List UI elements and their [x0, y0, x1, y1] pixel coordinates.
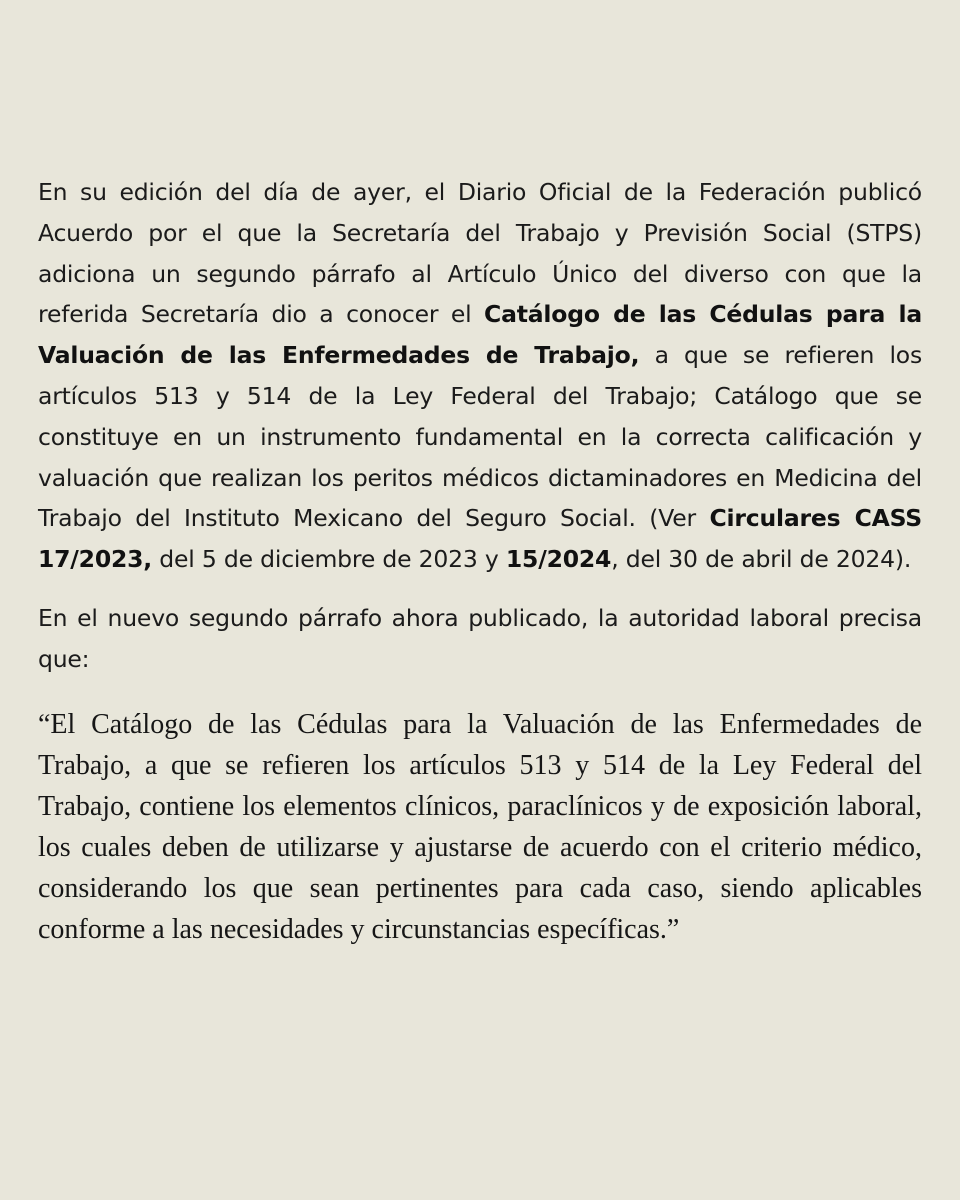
intro-text-2: a que se refieren los artículos 513 y 514 de la Ley Federal del Trabajo; Catálogo que se constituye en un instrumento fundamental en la correcta calificación y valuación que realizan los peritos médicos dictaminadores en Medicina del Trabajo del Instituto Mexicano del Seguro Social. (Ver	[38, 341, 922, 533]
intro-paragraph	[38, 172, 922, 580]
circular-number-bold: 15/2024	[505, 545, 612, 574]
intro-text-1: En su edición del día de ayer, el Diario Oficial de la Federación publicó Acuerdo por el que la Secretaría del Trabajo y Previsión Social (STPS) adiciona un segundo párrafo al Artículo Único del diverso con que la referida Secretaría dio a conocer el	[38, 178, 922, 329]
intro-text-3: del 5 de diciembre de 2023 y	[152, 545, 506, 574]
quote-paragraph: “El Catálogo de las Cédulas para la Valuación de las Enfermedades de Trabajo, a que se refieren los artículos 513 y 514 de la Ley Federal del Trabajo, contiene los elementos clínicos, paraclínicos y de exposición laboral, los cuales deben de utilizarse y ajustarse de acuerdo con el criterio médico, considerando los que sean pertinentes para cada caso, siendo aplicables conforme a las necesidades y circunstancias específicas.”	[38, 708, 922, 945]
catalog-title-bold: Catálogo de las Cédulas para la Valuación de las Enfermedades de Trabajo,	[38, 300, 922, 370]
circular-reference-bold: Circulares CASS 17/2023,	[38, 504, 923, 574]
intro-text-4: , del 30 de abril de 2024).	[611, 545, 912, 574]
second-paragraph: En el nuevo segundo párrafo ahora publicado, la autoridad laboral precisa que:	[38, 603, 922, 673]
